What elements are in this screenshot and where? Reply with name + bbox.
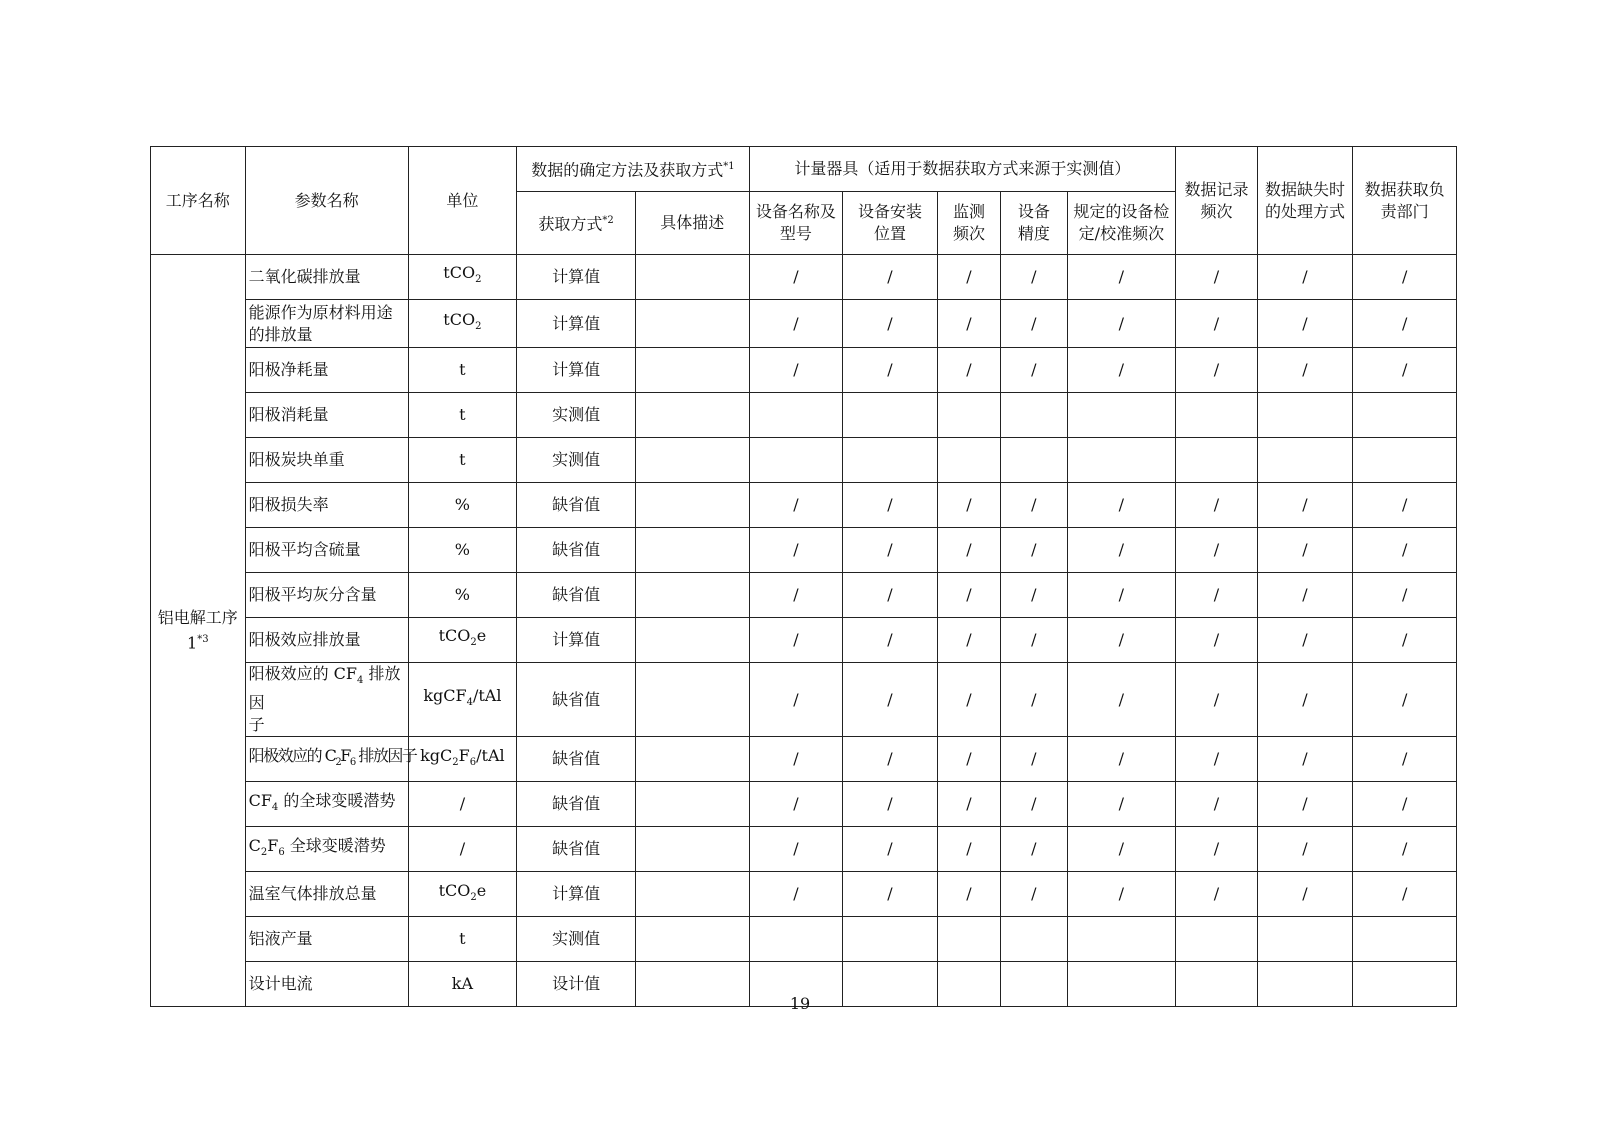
record-frequency-cell: / (1176, 255, 1257, 300)
description-cell (635, 782, 749, 827)
install-position-cell (843, 917, 938, 962)
record-frequency-cell: / (1176, 663, 1257, 737)
record-frequency-cell: / (1176, 827, 1257, 872)
precision-cell: / (1001, 528, 1067, 573)
precision-cell: / (1001, 827, 1067, 872)
record-frequency-cell: / (1176, 348, 1257, 393)
device-name-cell: / (749, 663, 843, 737)
unit-cell: kgCF$_4$/tAl (408, 663, 517, 737)
record-frequency-cell: / (1176, 782, 1257, 827)
install-position-cell: / (843, 573, 938, 618)
record-frequency-cell: / (1176, 618, 1257, 663)
record-frequency-cell (1176, 393, 1257, 438)
precision-cell (1001, 438, 1067, 483)
precision-cell: / (1001, 348, 1067, 393)
description-cell (635, 300, 749, 348)
unit-cell: t (408, 393, 517, 438)
unit-cell: / (408, 782, 517, 827)
calibration-frequency-cell: / (1067, 300, 1176, 348)
header-process-name: 工序名称 (151, 147, 246, 255)
device-name-cell: / (749, 573, 843, 618)
responsible-dept-cell (1353, 438, 1457, 483)
precision-cell: / (1001, 300, 1067, 348)
calibration-frequency-cell: / (1067, 573, 1176, 618)
table-row (151, 872, 1457, 917)
header-record-frequency: 数据记录 频次 (1176, 147, 1257, 255)
install-position-cell (843, 438, 938, 483)
unit-cell: $kgC_2F_6$/tAl (408, 737, 517, 782)
install-position-cell: / (843, 827, 938, 872)
missing-handling-cell: / (1257, 300, 1353, 348)
header-method: 获取方式$^{*2}$ (517, 192, 636, 255)
monitor-frequency-cell: / (937, 827, 1000, 872)
method-cell: 实测值 (517, 393, 636, 438)
table-row (151, 255, 1457, 300)
record-frequency-cell: / (1176, 573, 1257, 618)
description-cell (635, 827, 749, 872)
table-row (151, 348, 1457, 393)
responsible-dept-cell: / (1353, 300, 1457, 348)
precision-cell: / (1001, 737, 1067, 782)
table-row (151, 438, 1457, 483)
monitor-frequency-cell: / (937, 348, 1000, 393)
precision-cell: / (1001, 255, 1067, 300)
table-row (151, 917, 1457, 962)
description-cell (635, 737, 749, 782)
monitor-frequency-cell: / (937, 528, 1000, 573)
install-position-cell: / (843, 348, 938, 393)
unit-cell: tCO$_2$e (408, 872, 517, 917)
param-name-cell: 二氧化碳排放量 (245, 255, 408, 300)
calibration-frequency-cell (1067, 917, 1176, 962)
install-position-cell: / (843, 737, 938, 782)
monitor-frequency-cell: / (937, 300, 1000, 348)
calibration-frequency-cell: / (1067, 737, 1176, 782)
calibration-frequency-cell: / (1067, 618, 1176, 663)
device-name-cell (749, 917, 843, 962)
header-meter-group: 计量器具（适用于数据获取方式来源于实测值） (749, 147, 1176, 192)
record-frequency-cell: / (1176, 300, 1257, 348)
monitor-frequency-cell (937, 438, 1000, 483)
header-device-name: 设备名称及 型号 (749, 192, 843, 255)
device-name-cell: / (749, 348, 843, 393)
method-cell: 缺省值 (517, 483, 636, 528)
calibration-frequency-cell: / (1067, 663, 1176, 737)
monitor-frequency-cell: / (937, 782, 1000, 827)
param-name-cell: 阳极平均含硫量 (245, 528, 408, 573)
calibration-frequency-cell: / (1067, 348, 1176, 393)
missing-handling-cell: / (1257, 255, 1353, 300)
device-name-cell (749, 393, 843, 438)
install-position-cell: / (843, 528, 938, 573)
responsible-dept-cell: / (1353, 872, 1457, 917)
param-name-cell: 阳极炭块单重 (245, 438, 408, 483)
header-monitor-frequency: 监测 频次 (937, 192, 1000, 255)
install-position-cell: / (843, 300, 938, 348)
header-unit: 单位 (408, 147, 517, 255)
unit-cell: % (408, 528, 517, 573)
calibration-frequency-cell (1067, 438, 1176, 483)
install-position-cell: / (843, 483, 938, 528)
precision-cell: / (1001, 872, 1067, 917)
install-position-cell: / (843, 663, 938, 737)
missing-handling-cell: / (1257, 528, 1353, 573)
header-description: 具体描述 (635, 192, 749, 255)
table-row (151, 393, 1457, 438)
method-cell: 计算值 (517, 348, 636, 393)
unit-cell: t (408, 348, 517, 393)
param-name-cell: $C_2F_6$ 全球变暖潜势 (245, 827, 408, 872)
unit-cell: % (408, 483, 517, 528)
unit-cell: / (408, 827, 517, 872)
method-cell: 计算值 (517, 255, 636, 300)
missing-handling-cell: / (1257, 782, 1353, 827)
device-name-cell: / (749, 872, 843, 917)
unit-cell: t (408, 438, 517, 483)
monitor-frequency-cell: / (937, 872, 1000, 917)
header-method-group: 数据的确定方法及获取方式$^{*1}$ (517, 147, 749, 192)
header-row-1 (151, 147, 1457, 192)
method-cell: 计算值 (517, 300, 636, 348)
method-cell: 计算值 (517, 618, 636, 663)
monitor-frequency-cell: / (937, 618, 1000, 663)
param-name-cell: 设计电流 (245, 962, 408, 1007)
unit-cell: t (408, 917, 517, 962)
method-cell: 缺省值 (517, 573, 636, 618)
device-name-cell (749, 438, 843, 483)
table-row (151, 737, 1457, 782)
responsible-dept-cell (1353, 917, 1457, 962)
table-row (151, 782, 1457, 827)
table-row (151, 663, 1457, 737)
monitor-frequency-cell (937, 917, 1000, 962)
unit-cell: tCO$_2$e (408, 618, 517, 663)
unit-cell: tCO$_2$ (408, 300, 517, 348)
device-name-cell: / (749, 618, 843, 663)
table-row (151, 827, 1457, 872)
method-cell: 缺省值 (517, 528, 636, 573)
method-cell: 计算值 (517, 872, 636, 917)
missing-handling-cell: / (1257, 348, 1353, 393)
record-frequency-cell (1176, 438, 1257, 483)
device-name-cell: / (749, 737, 843, 782)
calibration-frequency-cell: / (1067, 782, 1176, 827)
description-cell (635, 618, 749, 663)
param-name-cell: $CF_4$ 的全球变暖潜势 (245, 782, 408, 827)
param-name-cell: 阳极效应排放量 (245, 618, 408, 663)
missing-handling-cell (1257, 393, 1353, 438)
param-name-cell: 阳极效应的 $CF_4$ 排放因 子 (245, 663, 408, 737)
header-install-position: 设备安装 位置 (843, 192, 938, 255)
header-param-name: 参数名称 (245, 147, 408, 255)
param-name-cell: 阳极平均灰分含量 (245, 573, 408, 618)
device-name-cell: / (749, 300, 843, 348)
missing-handling-cell: / (1257, 872, 1353, 917)
param-name-cell: 阳极效应的 $C_2F_6$ 排放因子 (245, 737, 408, 782)
responsible-dept-cell: / (1353, 827, 1457, 872)
install-position-cell: / (843, 255, 938, 300)
precision-cell: / (1001, 663, 1067, 737)
device-name-cell: / (749, 782, 843, 827)
calibration-frequency-cell: / (1067, 528, 1176, 573)
header-precision: 设备 精度 (1001, 192, 1067, 255)
method-cell: 实测值 (517, 438, 636, 483)
method-cell: 实测值 (517, 917, 636, 962)
responsible-dept-cell (1353, 393, 1457, 438)
param-name-cell: 阳极损失率 (245, 483, 408, 528)
precision-cell: / (1001, 573, 1067, 618)
calibration-frequency-cell: / (1067, 827, 1176, 872)
table-row (151, 483, 1457, 528)
method-cell: 缺省值 (517, 737, 636, 782)
missing-handling-cell: / (1257, 737, 1353, 782)
description-cell (635, 917, 749, 962)
install-position-cell (843, 393, 938, 438)
param-name-cell: 能源作为原材料用途 的排放量 (245, 300, 408, 348)
responsible-dept-cell: / (1353, 737, 1457, 782)
description-cell (635, 573, 749, 618)
record-frequency-cell: / (1176, 483, 1257, 528)
install-position-cell: / (843, 618, 938, 663)
calibration-frequency-cell: / (1067, 872, 1176, 917)
unit-cell: % (408, 573, 517, 618)
table-row (151, 618, 1457, 663)
responsible-dept-cell: / (1353, 663, 1457, 737)
table-row (151, 300, 1457, 348)
table-row (151, 573, 1457, 618)
missing-handling-cell: / (1257, 827, 1353, 872)
unit-cell: kA (408, 962, 517, 1007)
description-cell (635, 393, 749, 438)
calibration-frequency-cell: / (1067, 483, 1176, 528)
param-name-cell: 阳极消耗量 (245, 393, 408, 438)
param-name-cell: 阳极净耗量 (245, 348, 408, 393)
precision-cell: / (1001, 618, 1067, 663)
device-name-cell: / (749, 827, 843, 872)
monitor-frequency-cell: / (937, 663, 1000, 737)
responsible-dept-cell: / (1353, 255, 1457, 300)
calibration-frequency-cell (1067, 393, 1176, 438)
method-cell: 设计值 (517, 962, 636, 1007)
unit-cell: tCO$_2$ (408, 255, 517, 300)
missing-handling-cell: / (1257, 573, 1353, 618)
param-name-cell: 铝液产量 (245, 917, 408, 962)
process-name-cell: 铝电解工序 1$^{*3}$ (151, 255, 246, 1007)
param-name-cell: 温室气体排放总量 (245, 872, 408, 917)
header-responsible-dept: 数据获取负 责部门 (1353, 147, 1457, 255)
missing-handling-cell: / (1257, 663, 1353, 737)
record-frequency-cell: / (1176, 528, 1257, 573)
device-name-cell: / (749, 483, 843, 528)
description-cell (635, 348, 749, 393)
precision-cell (1001, 917, 1067, 962)
record-frequency-cell: / (1176, 737, 1257, 782)
description-cell (635, 528, 749, 573)
responsible-dept-cell: / (1353, 528, 1457, 573)
method-cell: 缺省值 (517, 782, 636, 827)
description-cell (635, 483, 749, 528)
install-position-cell: / (843, 872, 938, 917)
record-frequency-cell: / (1176, 872, 1257, 917)
responsible-dept-cell: / (1353, 483, 1457, 528)
monitor-frequency-cell: / (937, 737, 1000, 782)
missing-handling-cell (1257, 917, 1353, 962)
record-frequency-cell (1176, 917, 1257, 962)
precision-cell: / (1001, 782, 1067, 827)
description-cell (635, 438, 749, 483)
device-name-cell: / (749, 528, 843, 573)
header-missing-handling: 数据缺失时 的处理方式 (1257, 147, 1353, 255)
missing-handling-cell: / (1257, 483, 1353, 528)
page-number: 19 (789, 994, 811, 1013)
responsible-dept-cell: / (1353, 782, 1457, 827)
method-cell: 缺省值 (517, 827, 636, 872)
monitor-frequency-cell: / (937, 483, 1000, 528)
table-row (151, 528, 1457, 573)
calibration-frequency-cell: / (1067, 255, 1176, 300)
device-name-cell: / (749, 255, 843, 300)
missing-handling-cell: / (1257, 618, 1353, 663)
responsible-dept-cell: / (1353, 348, 1457, 393)
description-cell (635, 872, 749, 917)
description-cell (635, 255, 749, 300)
monitor-frequency-cell (937, 393, 1000, 438)
description-cell (635, 663, 749, 737)
responsible-dept-cell: / (1353, 618, 1457, 663)
monitor-frequency-cell: / (937, 255, 1000, 300)
responsible-dept-cell: / (1353, 573, 1457, 618)
emission-parameters-table (150, 146, 1457, 1007)
header-calibration-frequency: 规定的设备检 定/校准频次 (1067, 192, 1176, 255)
missing-handling-cell (1257, 438, 1353, 483)
install-position-cell: / (843, 782, 938, 827)
method-cell: 缺省值 (517, 663, 636, 737)
precision-cell (1001, 393, 1067, 438)
monitor-frequency-cell: / (937, 573, 1000, 618)
precision-cell: / (1001, 483, 1067, 528)
